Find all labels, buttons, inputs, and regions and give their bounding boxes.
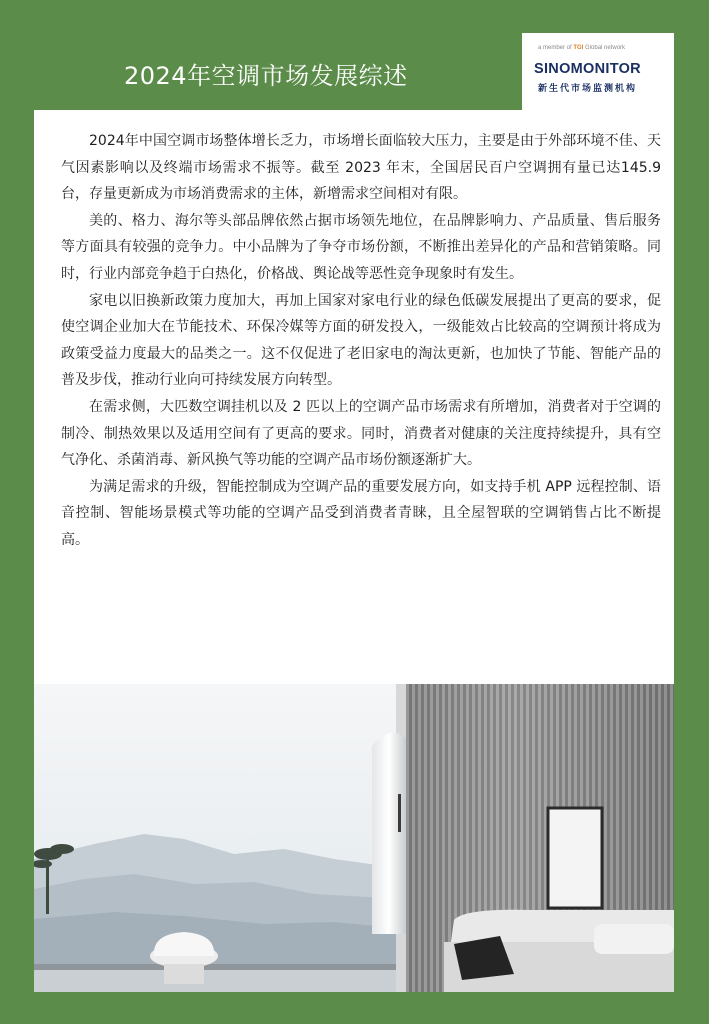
sinomonitor-logo: [522, 33, 674, 110]
logo-tagline-prefix: a member of: [538, 45, 572, 51]
article-paragraph: 为满足需求的升级，智能控制成为空调产品的重要发展方向，如支持手机 APP 远程控制、语音控制、智能场景模式等功能的空调产品受到消费者青睐，且全屋智联的空调销售占比不断提高。: [61, 478, 661, 548]
logo-tagline-brand: TGI: [573, 45, 584, 51]
article-paragraph: 家电以旧换新政策力度加大，再加上国家对家电行业的绿色低碳发展提出了更高的要求，促使空调企业加大在节能技术、环保冷媒等方面的研发投入，一级能效占比较高的空调预计将成为政策受益力度最大的品类之一。这不仅促进了老旧家电的淘汰更新，也加快了节能、智能产品的普及步伐，推动行业向可持续发展方向转型。: [61, 292, 661, 389]
page-title: 2024年空调市场发展综述: [124, 62, 408, 90]
logo-subtitle: 新生代市场监测机构: [538, 84, 638, 94]
logo-brand: SINOMONITOR: [534, 61, 641, 77]
logo-tagline-suffix: Global network: [585, 45, 626, 51]
article-paragraph: 在需求侧，大匹数空调挂机以及 2 匹以上的空调产品市场需求有所增加，消费者对于空调的制冷、制热效果以及适用空间有了更高的要求。同时，消费者对健康的关注度持续提升，具有空气净化、杀菌消毒、新风换气等功能的空调产品市场份额逐渐扩大。: [61, 398, 661, 469]
logo-tagline: [538, 45, 625, 51]
article-paragraph: 2024年中国空调市场整体增长乏力，市场增长面临较大压力，主要是由于外部环境不佳、天气因素影响以及终端市场需求不振等。截至 2023 年末，全国居民百户空调拥有量已达145.9台，存量更新成为市场消费需求的主体，新增需求空间相对有限。: [61, 133, 661, 203]
article-panel: [34, 110, 674, 684]
article-paragraph: 美的、格力、海尔等头部品牌依然占据市场领先地位，在品牌影响力、产品质量、售后服务等方面具有较强的竞争力。中小品牌为了争夺市场份额，不断推出差异化的产品和营销策略。同时，行业内部竞争趋于白热化，价格战、舆论战等恶性竞争现象时有发生。: [61, 212, 661, 282]
living-room-photo: [34, 684, 674, 992]
article-body: [61, 128, 661, 554]
